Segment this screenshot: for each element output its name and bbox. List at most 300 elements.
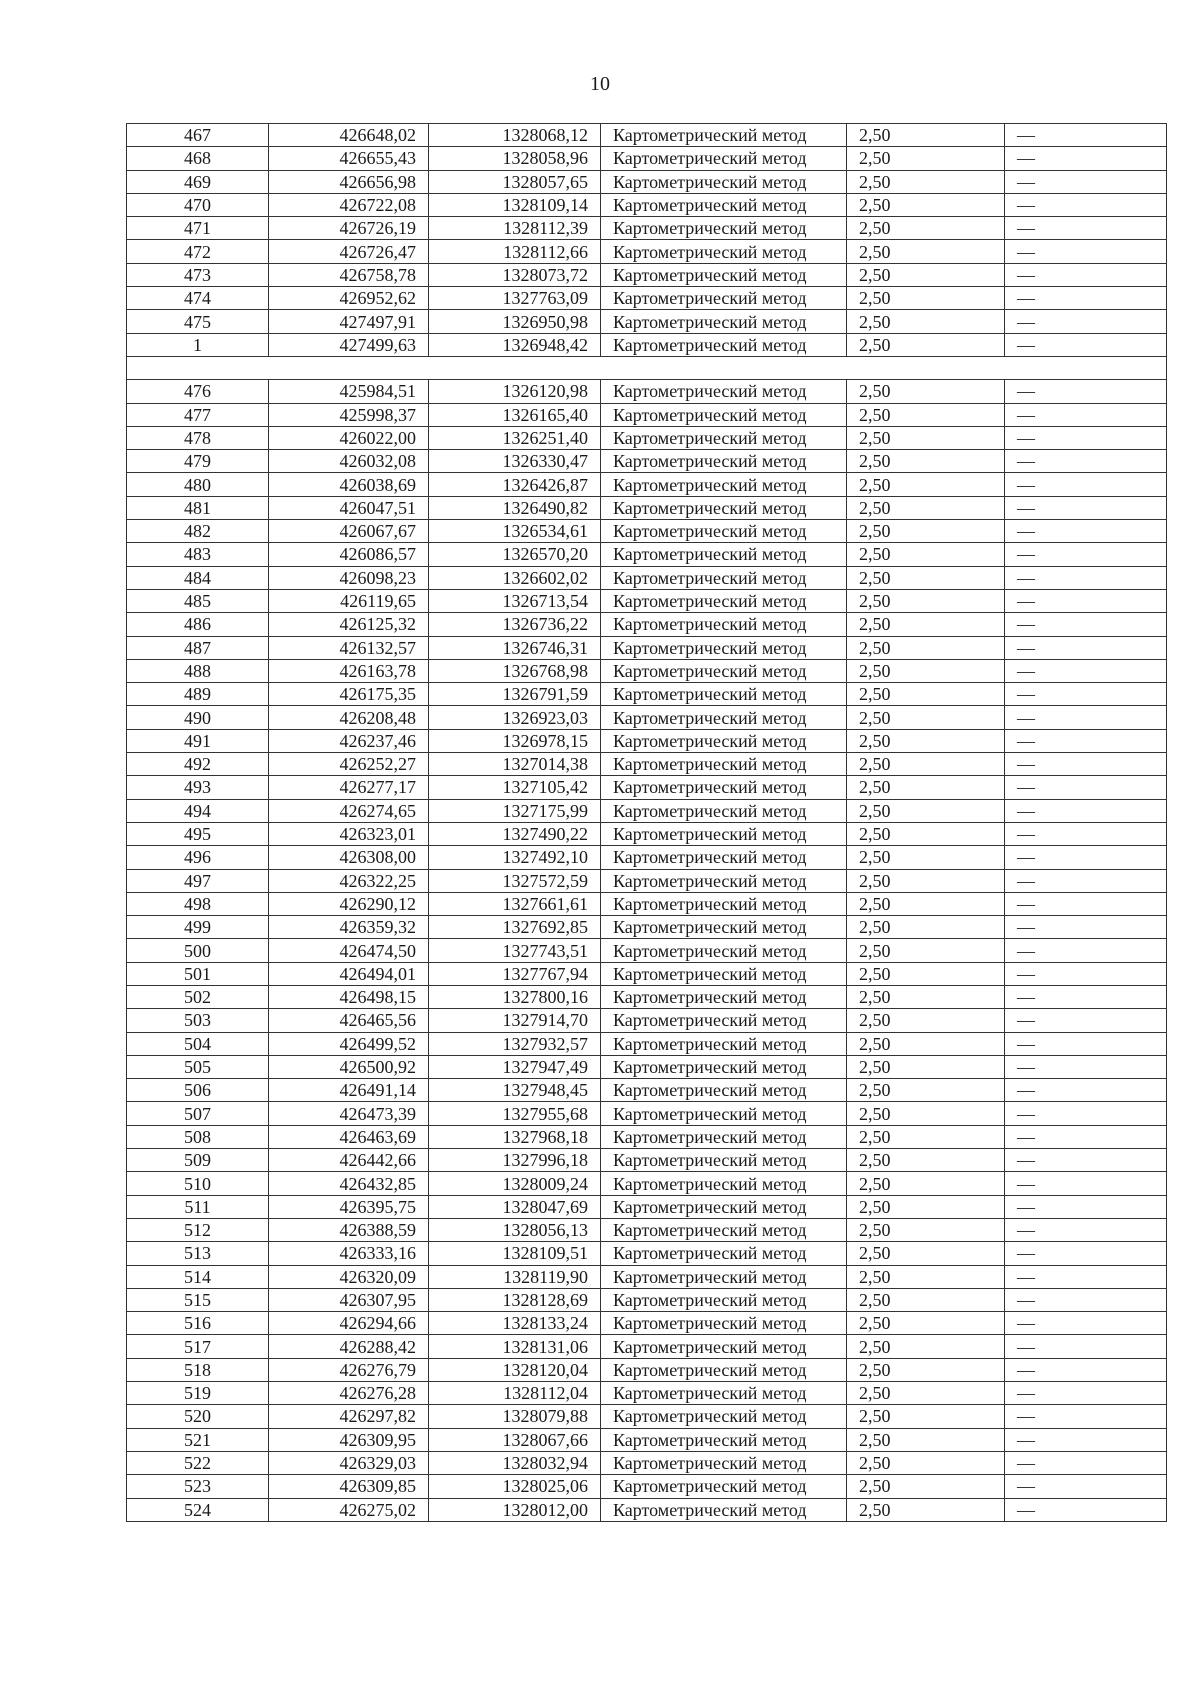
method-cell: Картометрический метод <box>601 613 847 636</box>
table-row <box>127 287 1167 310</box>
x-coordinate-cell: 426309,85 <box>269 1475 429 1498</box>
y-coordinate-cell: 1328058,96 <box>429 147 601 170</box>
accuracy-cell: 2,50 <box>847 287 1005 310</box>
table-row <box>127 1405 1167 1428</box>
table-row <box>127 1312 1167 1335</box>
y-coordinate-cell: 1328068,12 <box>429 124 601 147</box>
point-number-cell: 505 <box>127 1055 269 1078</box>
note-cell: — <box>1005 869 1167 892</box>
note-cell: — <box>1005 613 1167 636</box>
y-coordinate-cell: 1326330,47 <box>429 450 601 473</box>
accuracy-cell: 2,50 <box>847 124 1005 147</box>
y-coordinate-cell: 1326490,82 <box>429 496 601 519</box>
method-cell: Картометрический метод <box>601 683 847 706</box>
accuracy-cell: 2,50 <box>847 473 1005 496</box>
accuracy-cell: 2,50 <box>847 1009 1005 1032</box>
note-cell: — <box>1005 1475 1167 1498</box>
point-number-cell: 523 <box>127 1475 269 1498</box>
note-cell: — <box>1005 193 1167 216</box>
accuracy-cell: 2,50 <box>847 1032 1005 1055</box>
x-coordinate-cell: 426323,01 <box>269 822 429 845</box>
method-cell: Картометрический метод <box>601 939 847 962</box>
method-cell: Картометрический метод <box>601 1382 847 1405</box>
x-coordinate-cell: 426758,78 <box>269 263 429 286</box>
table-row <box>127 1475 1167 1498</box>
x-coordinate-cell: 426500,92 <box>269 1055 429 1078</box>
y-coordinate-cell: 1328112,66 <box>429 240 601 263</box>
accuracy-cell: 2,50 <box>847 636 1005 659</box>
accuracy-cell: 2,50 <box>847 496 1005 519</box>
point-number-cell: 517 <box>127 1335 269 1358</box>
method-cell: Картометрический метод <box>601 1335 847 1358</box>
table-row <box>127 799 1167 822</box>
table-row <box>127 1032 1167 1055</box>
table-row <box>127 1288 1167 1311</box>
note-cell: — <box>1005 240 1167 263</box>
table-row <box>127 124 1167 147</box>
point-number-cell: 485 <box>127 589 269 612</box>
table-row <box>127 426 1167 449</box>
y-coordinate-cell: 1327490,22 <box>429 822 601 845</box>
x-coordinate-cell: 426395,75 <box>269 1195 429 1218</box>
note-cell: — <box>1005 822 1167 845</box>
note-cell: — <box>1005 450 1167 473</box>
note-cell: — <box>1005 403 1167 426</box>
x-coordinate-cell: 426388,59 <box>269 1218 429 1241</box>
table-row <box>127 1055 1167 1078</box>
x-coordinate-cell: 426726,47 <box>269 240 429 263</box>
y-coordinate-cell: 1326120,98 <box>429 380 601 403</box>
y-coordinate-cell: 1328133,24 <box>429 1312 601 1335</box>
point-number-cell: 500 <box>127 939 269 962</box>
y-coordinate-cell: 1328009,24 <box>429 1172 601 1195</box>
accuracy-cell: 2,50 <box>847 1358 1005 1381</box>
y-coordinate-cell: 1328119,90 <box>429 1265 601 1288</box>
note-cell: — <box>1005 683 1167 706</box>
note-cell: — <box>1005 1125 1167 1148</box>
accuracy-cell: 2,50 <box>847 426 1005 449</box>
method-cell: Картометрический метод <box>601 916 847 939</box>
x-coordinate-cell: 426297,82 <box>269 1405 429 1428</box>
table-row <box>127 729 1167 752</box>
method-cell: Картометрический метод <box>601 543 847 566</box>
y-coordinate-cell: 1328120,04 <box>429 1358 601 1381</box>
accuracy-cell: 2,50 <box>847 1242 1005 1265</box>
method-cell: Картометрический метод <box>601 520 847 543</box>
y-coordinate-cell: 1328112,04 <box>429 1382 601 1405</box>
accuracy-cell: 2,50 <box>847 939 1005 962</box>
method-cell: Картометрический метод <box>601 217 847 240</box>
accuracy-cell: 2,50 <box>847 776 1005 799</box>
coordinates-table <box>126 123 1167 1522</box>
accuracy-cell: 2,50 <box>847 846 1005 869</box>
table-row <box>127 962 1167 985</box>
point-number-cell: 492 <box>127 753 269 776</box>
table-row <box>127 1265 1167 1288</box>
note-cell: — <box>1005 1055 1167 1078</box>
note-cell: — <box>1005 962 1167 985</box>
note-cell: — <box>1005 333 1167 356</box>
x-coordinate-cell: 426320,09 <box>269 1265 429 1288</box>
method-cell: Картометрический метод <box>601 1312 847 1335</box>
y-coordinate-cell: 1326426,87 <box>429 473 601 496</box>
method-cell: Картометрический метод <box>601 147 847 170</box>
x-coordinate-cell: 425998,37 <box>269 403 429 426</box>
point-number-cell: 478 <box>127 426 269 449</box>
x-coordinate-cell: 426274,65 <box>269 799 429 822</box>
y-coordinate-cell: 1326602,02 <box>429 566 601 589</box>
point-number-cell: 512 <box>127 1218 269 1241</box>
table-row <box>127 1428 1167 1451</box>
table-row <box>127 147 1167 170</box>
y-coordinate-cell: 1326950,98 <box>429 310 601 333</box>
x-coordinate-cell: 426275,02 <box>269 1498 429 1521</box>
table-row <box>127 473 1167 496</box>
y-coordinate-cell: 1328109,14 <box>429 193 601 216</box>
y-coordinate-cell: 1328025,06 <box>429 1475 601 1498</box>
note-cell: — <box>1005 1242 1167 1265</box>
table-row <box>127 1102 1167 1125</box>
x-coordinate-cell: 427497,91 <box>269 310 429 333</box>
note-cell: — <box>1005 659 1167 682</box>
table-row <box>127 1172 1167 1195</box>
accuracy-cell: 2,50 <box>847 1335 1005 1358</box>
point-number-cell: 494 <box>127 799 269 822</box>
y-coordinate-cell: 1328012,00 <box>429 1498 601 1521</box>
note-cell: — <box>1005 520 1167 543</box>
method-cell: Картометрический метод <box>601 287 847 310</box>
y-coordinate-cell: 1327105,42 <box>429 776 601 799</box>
accuracy-cell: 2,50 <box>847 962 1005 985</box>
method-cell: Картометрический метод <box>601 1102 847 1125</box>
page-number: 10 <box>590 73 610 95</box>
y-coordinate-cell: 1327947,49 <box>429 1055 601 1078</box>
y-coordinate-cell: 1327932,57 <box>429 1032 601 1055</box>
method-cell: Картометрический метод <box>601 962 847 985</box>
accuracy-cell: 2,50 <box>847 1125 1005 1148</box>
point-number-cell: 521 <box>127 1428 269 1451</box>
point-number-cell: 488 <box>127 659 269 682</box>
point-number-cell: 493 <box>127 776 269 799</box>
point-number-cell: 470 <box>127 193 269 216</box>
note-cell: — <box>1005 1288 1167 1311</box>
x-coordinate-cell: 426333,16 <box>269 1242 429 1265</box>
y-coordinate-cell: 1328079,88 <box>429 1405 601 1428</box>
note-cell: — <box>1005 1428 1167 1451</box>
method-cell: Картометрический метод <box>601 1195 847 1218</box>
y-coordinate-cell: 1327996,18 <box>429 1149 601 1172</box>
point-number-cell: 519 <box>127 1382 269 1405</box>
method-cell: Картометрический метод <box>601 124 847 147</box>
point-number-cell: 501 <box>127 962 269 985</box>
note-cell: — <box>1005 706 1167 729</box>
method-cell: Картометрический метод <box>601 1498 847 1521</box>
y-coordinate-cell: 1326768,98 <box>429 659 601 682</box>
point-number-cell: 499 <box>127 916 269 939</box>
y-coordinate-cell: 1327661,61 <box>429 892 601 915</box>
x-coordinate-cell: 426329,03 <box>269 1451 429 1474</box>
x-coordinate-cell: 426432,85 <box>269 1172 429 1195</box>
note-cell: — <box>1005 496 1167 519</box>
x-coordinate-cell: 426322,25 <box>269 869 429 892</box>
table-row <box>127 822 1167 845</box>
y-coordinate-cell: 1327955,68 <box>429 1102 601 1125</box>
method-cell: Картометрический метод <box>601 869 847 892</box>
accuracy-cell: 2,50 <box>847 1288 1005 1311</box>
method-cell: Картометрический метод <box>601 753 847 776</box>
x-coordinate-cell: 426494,01 <box>269 962 429 985</box>
accuracy-cell: 2,50 <box>847 1475 1005 1498</box>
accuracy-cell: 2,50 <box>847 1218 1005 1241</box>
note-cell: — <box>1005 799 1167 822</box>
method-cell: Картометрический метод <box>601 496 847 519</box>
note-cell: — <box>1005 1335 1167 1358</box>
table-row <box>127 683 1167 706</box>
note-cell: — <box>1005 1498 1167 1521</box>
point-number-cell: 491 <box>127 729 269 752</box>
x-coordinate-cell: 426726,19 <box>269 217 429 240</box>
table-row <box>127 706 1167 729</box>
point-number-cell: 507 <box>127 1102 269 1125</box>
table-row <box>127 916 1167 939</box>
y-coordinate-cell: 1328128,69 <box>429 1288 601 1311</box>
note-cell: — <box>1005 287 1167 310</box>
y-coordinate-cell: 1326713,54 <box>429 589 601 612</box>
table-row <box>127 333 1167 356</box>
table-row <box>127 613 1167 636</box>
method-cell: Картометрический метод <box>601 263 847 286</box>
method-cell: Картометрический метод <box>601 822 847 845</box>
table-row <box>127 892 1167 915</box>
method-cell: Картометрический метод <box>601 706 847 729</box>
x-coordinate-cell: 426038,69 <box>269 473 429 496</box>
x-coordinate-cell: 426237,46 <box>269 729 429 752</box>
point-number-cell: 468 <box>127 147 269 170</box>
method-cell: Картометрический метод <box>601 1055 847 1078</box>
note-cell: — <box>1005 217 1167 240</box>
y-coordinate-cell: 1328112,39 <box>429 217 601 240</box>
point-number-cell: 509 <box>127 1149 269 1172</box>
point-number-cell: 469 <box>127 170 269 193</box>
method-cell: Картометрический метод <box>601 729 847 752</box>
note-cell: — <box>1005 1382 1167 1405</box>
point-number-cell: 496 <box>127 846 269 869</box>
x-coordinate-cell: 426442,66 <box>269 1149 429 1172</box>
x-coordinate-cell: 426463,69 <box>269 1125 429 1148</box>
method-cell: Картометрический метод <box>601 1032 847 1055</box>
accuracy-cell: 2,50 <box>847 543 1005 566</box>
point-number-cell: 511 <box>127 1195 269 1218</box>
y-coordinate-cell: 1327914,70 <box>429 1009 601 1032</box>
x-coordinate-cell: 426655,43 <box>269 147 429 170</box>
table-row <box>127 217 1167 240</box>
x-coordinate-cell: 426252,27 <box>269 753 429 776</box>
method-cell: Картометрический метод <box>601 193 847 216</box>
table-row <box>127 589 1167 612</box>
method-cell: Картометрический метод <box>601 240 847 263</box>
y-coordinate-cell: 1327743,51 <box>429 939 601 962</box>
point-number-cell: 480 <box>127 473 269 496</box>
accuracy-cell: 2,50 <box>847 1265 1005 1288</box>
point-number-cell: 522 <box>127 1451 269 1474</box>
y-coordinate-cell: 1326923,03 <box>429 706 601 729</box>
accuracy-cell: 2,50 <box>847 892 1005 915</box>
note-cell: — <box>1005 776 1167 799</box>
method-cell: Картометрический метод <box>601 776 847 799</box>
method-cell: Картометрический метод <box>601 1358 847 1381</box>
coordinates-table-body <box>127 124 1167 1522</box>
note-cell: — <box>1005 147 1167 170</box>
table-row <box>127 1079 1167 1102</box>
method-cell: Картометрический метод <box>601 1405 847 1428</box>
accuracy-cell: 2,50 <box>847 589 1005 612</box>
y-coordinate-cell: 1326791,59 <box>429 683 601 706</box>
accuracy-cell: 2,50 <box>847 193 1005 216</box>
table-row <box>127 403 1167 426</box>
accuracy-cell: 2,50 <box>847 659 1005 682</box>
y-coordinate-cell: 1326570,20 <box>429 543 601 566</box>
table-row <box>127 753 1167 776</box>
note-cell: — <box>1005 636 1167 659</box>
method-cell: Картометрический метод <box>601 659 847 682</box>
note-cell: — <box>1005 846 1167 869</box>
y-coordinate-cell: 1326165,40 <box>429 403 601 426</box>
table-row <box>127 1335 1167 1358</box>
accuracy-cell: 2,50 <box>847 1451 1005 1474</box>
x-coordinate-cell: 426086,57 <box>269 543 429 566</box>
table-row <box>127 1009 1167 1032</box>
note-cell: — <box>1005 310 1167 333</box>
method-cell: Картометрический метод <box>601 450 847 473</box>
point-number-cell: 520 <box>127 1405 269 1428</box>
note-cell: — <box>1005 1079 1167 1102</box>
accuracy-cell: 2,50 <box>847 450 1005 473</box>
accuracy-cell: 2,50 <box>847 1405 1005 1428</box>
point-number-cell: 484 <box>127 566 269 589</box>
x-coordinate-cell: 426277,17 <box>269 776 429 799</box>
x-coordinate-cell: 426047,51 <box>269 496 429 519</box>
x-coordinate-cell: 426132,57 <box>269 636 429 659</box>
point-number-cell: 502 <box>127 985 269 1008</box>
note-cell: — <box>1005 1032 1167 1055</box>
note-cell: — <box>1005 124 1167 147</box>
x-coordinate-cell: 426473,39 <box>269 1102 429 1125</box>
accuracy-cell: 2,50 <box>847 1102 1005 1125</box>
point-number-cell: 476 <box>127 380 269 403</box>
accuracy-cell: 2,50 <box>847 1498 1005 1521</box>
point-number-cell: 472 <box>127 240 269 263</box>
accuracy-cell: 2,50 <box>847 566 1005 589</box>
y-coordinate-cell: 1326746,31 <box>429 636 601 659</box>
accuracy-cell: 2,50 <box>847 1382 1005 1405</box>
method-cell: Картометрический метод <box>601 1009 847 1032</box>
method-cell: Картометрический метод <box>601 403 847 426</box>
table-row <box>127 869 1167 892</box>
accuracy-cell: 2,50 <box>847 985 1005 1008</box>
x-coordinate-cell: 426119,65 <box>269 589 429 612</box>
point-number-cell: 513 <box>127 1242 269 1265</box>
note-cell: — <box>1005 1149 1167 1172</box>
y-coordinate-cell: 1326534,61 <box>429 520 601 543</box>
accuracy-cell: 2,50 <box>847 1312 1005 1335</box>
accuracy-cell: 2,50 <box>847 729 1005 752</box>
table-row <box>127 636 1167 659</box>
y-coordinate-cell: 1328057,65 <box>429 170 601 193</box>
note-cell: — <box>1005 892 1167 915</box>
note-cell: — <box>1005 916 1167 939</box>
y-coordinate-cell: 1327175,99 <box>429 799 601 822</box>
x-coordinate-cell: 426175,35 <box>269 683 429 706</box>
table-row <box>127 450 1167 473</box>
method-cell: Картометрический метод <box>601 1149 847 1172</box>
table-row <box>127 1125 1167 1148</box>
note-cell: — <box>1005 473 1167 496</box>
note-cell: — <box>1005 1172 1167 1195</box>
method-cell: Картометрический метод <box>601 380 847 403</box>
x-coordinate-cell: 426163,78 <box>269 659 429 682</box>
note-cell: — <box>1005 1451 1167 1474</box>
note-cell: — <box>1005 729 1167 752</box>
note-cell: — <box>1005 1405 1167 1428</box>
method-cell: Картометрический метод <box>601 892 847 915</box>
method-cell: Картометрический метод <box>601 1428 847 1451</box>
y-coordinate-cell: 1328032,94 <box>429 1451 601 1474</box>
table-row <box>127 776 1167 799</box>
method-cell: Картометрический метод <box>601 1079 847 1102</box>
note-cell: — <box>1005 543 1167 566</box>
table-row <box>127 1195 1167 1218</box>
point-number-cell: 482 <box>127 520 269 543</box>
method-cell: Картометрический метод <box>601 799 847 822</box>
accuracy-cell: 2,50 <box>847 310 1005 333</box>
x-coordinate-cell: 426208,48 <box>269 706 429 729</box>
table-row <box>127 1451 1167 1474</box>
point-number-cell: 515 <box>127 1288 269 1311</box>
x-coordinate-cell: 426498,15 <box>269 985 429 1008</box>
accuracy-cell: 2,50 <box>847 822 1005 845</box>
accuracy-cell: 2,50 <box>847 799 1005 822</box>
accuracy-cell: 2,50 <box>847 613 1005 636</box>
x-coordinate-cell: 426307,95 <box>269 1288 429 1311</box>
table-row <box>127 263 1167 286</box>
table-row <box>127 566 1167 589</box>
accuracy-cell: 2,50 <box>847 217 1005 240</box>
point-number-cell: 506 <box>127 1079 269 1102</box>
point-number-cell: 479 <box>127 450 269 473</box>
table-row <box>127 520 1167 543</box>
method-cell: Картометрический метод <box>601 1218 847 1241</box>
x-coordinate-cell: 426648,02 <box>269 124 429 147</box>
y-coordinate-cell: 1327763,09 <box>429 287 601 310</box>
y-coordinate-cell: 1328047,69 <box>429 1195 601 1218</box>
point-number-cell: 471 <box>127 217 269 240</box>
separator-cell <box>127 356 1167 379</box>
table-row <box>127 380 1167 403</box>
method-cell: Картометрический метод <box>601 1265 847 1288</box>
note-cell: — <box>1005 1312 1167 1335</box>
accuracy-cell: 2,50 <box>847 1079 1005 1102</box>
point-number-cell: 483 <box>127 543 269 566</box>
method-cell: Картометрический метод <box>601 310 847 333</box>
method-cell: Картометрический метод <box>601 846 847 869</box>
table-row <box>127 1358 1167 1381</box>
point-number-cell: 510 <box>127 1172 269 1195</box>
point-number-cell: 516 <box>127 1312 269 1335</box>
y-coordinate-cell: 1327948,45 <box>429 1079 601 1102</box>
accuracy-cell: 2,50 <box>847 1149 1005 1172</box>
point-number-cell: 514 <box>127 1265 269 1288</box>
y-coordinate-cell: 1328056,13 <box>429 1218 601 1241</box>
